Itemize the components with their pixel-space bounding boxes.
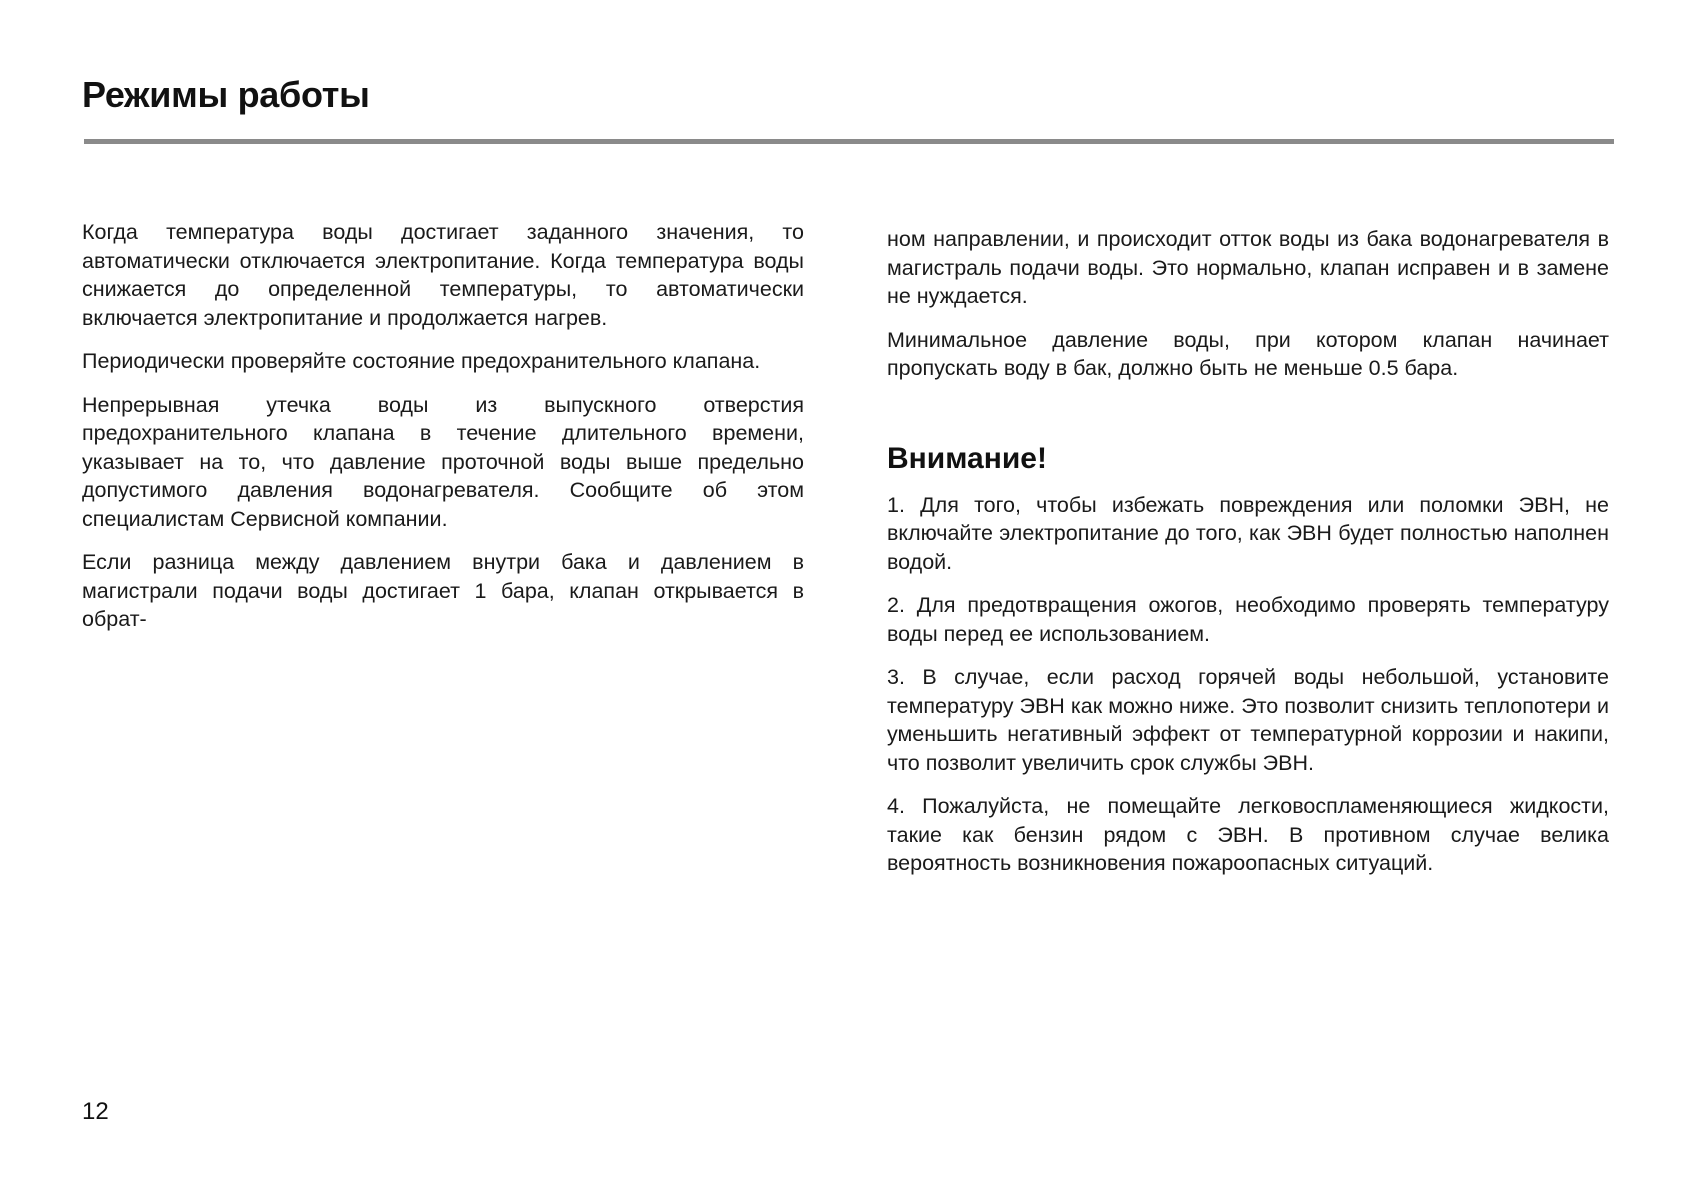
paragraph-valve-leak: Непрерывная утечка воды из выпускного отверстия предохранительного клапана в течение длительного времени, указывает на то, что давление проточной воды выше предельно допустимого давления водонагревателя. Сообщите об этом специалистам Сервисной компании. (82, 392, 804, 531)
title-divider (84, 139, 1614, 144)
paragraph-auto-power: Когда температура воды достигает заданного значения, то автоматически отключается электропитание. Когда температура воды снижается до определенной температуры, то автоматически включается электропитание и продолжается нагрев. (82, 220, 804, 330)
paragraph-check-valve: Периодически проверяйте состояние предохранительного клапана. (82, 349, 761, 373)
page-number: 12 (82, 1098, 109, 1125)
left-column (82, 218, 804, 649)
notice-item: 3. В случае, если расход горячей воды небольшой, установите температуру ЭВН как можно ниже. Это позволит снизить теплопотери и уменьшить негативный эффект от температурной коррозии и накипи, что позволит увеличить срок службы ЭВН. (887, 665, 1609, 775)
notice-item: 4. Пожалуйста, не помещайте легковоспламеняющиеся жидкости, такие как бензин рядом с ЭВН. В противном случае велика вероятность возникновения пожароопасных ситуаций. (887, 794, 1609, 875)
paragraph-backflow: ном направлении, и происходит отток воды из бака водонагревателя в магистраль подачи воды. Это нормально, клапан исправен и в замене не нуждается. (887, 227, 1609, 308)
notice-item: 1. Для того, чтобы избежать повреждения или поломки ЭВН, не включайте электропитание до того, как ЭВН будет полностью наполнен водой. (887, 492, 1609, 574)
paragraph-minimum-pressure: Минимальное давление воды, при котором клапан начинает пропускать воду в бак, должно быть не меньше 0.5 бара. (887, 327, 1609, 380)
right-column (887, 225, 1609, 893)
page-title: Режимы работы (82, 74, 370, 115)
notice-heading: Внимание! (887, 441, 1047, 475)
paragraph-pressure-difference: Если разница между давлением внутри бака и давлением в магистрали подачи воды достигает 1 бара, клапан открывается в обрат- (82, 550, 804, 631)
notice-item: 2. Для предотвращения ожогов, необходимо проверять температуру воды перед ее использованием. (887, 593, 1609, 646)
